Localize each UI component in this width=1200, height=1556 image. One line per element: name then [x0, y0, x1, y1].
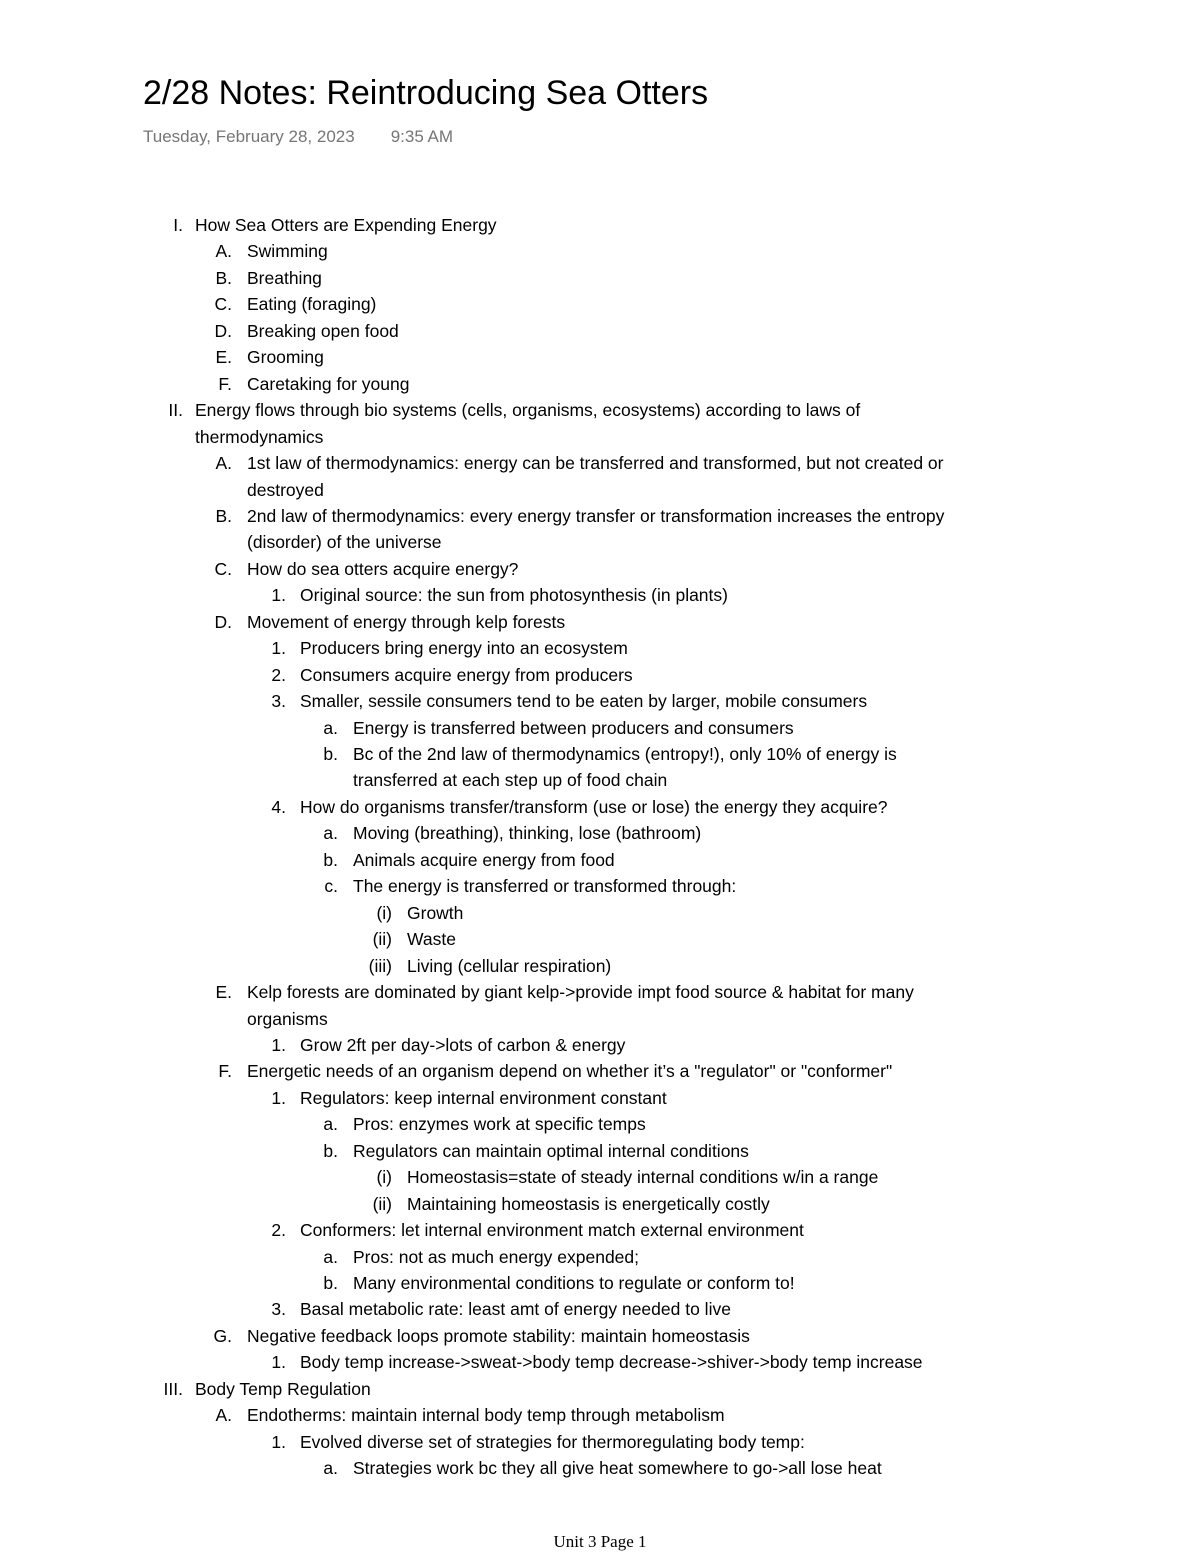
outline-item	[0, 1164, 1200, 1190]
outline-item	[0, 873, 1200, 899]
outline-text: Caretaking for young	[247, 373, 410, 394]
outline-marker: a.	[323, 823, 338, 844]
outline-text: Breaking open food	[247, 320, 399, 341]
outline-marker: a.	[323, 1458, 338, 1479]
outline-item	[0, 291, 1200, 317]
outline-item	[0, 1058, 1200, 1084]
note-date: Tuesday, February 28, 2023	[143, 127, 355, 146]
outline-marker: B.	[215, 267, 232, 288]
outline-marker: E.	[215, 982, 232, 1003]
outline-text: Animals acquire energy from food	[353, 849, 615, 870]
outline-marker: E.	[215, 347, 232, 368]
outline-item	[0, 397, 1200, 423]
outline-text: Evolved diverse set of strategies for thermoregulating body temp:	[300, 1431, 805, 1452]
outline-text: Pros: not as much energy expended;	[353, 1246, 640, 1267]
outline-item	[0, 1455, 1200, 1481]
outline-marker: D.	[214, 611, 232, 632]
outline-text: Regulators can maintain optimal internal conditions	[353, 1140, 749, 1161]
outline-text: Movement of energy through kelp forests	[247, 611, 566, 632]
page-footer: Unit 3 Page 1	[553, 1532, 647, 1551]
outline-marker: B.	[215, 505, 232, 526]
outline-item	[0, 741, 1200, 767]
outline-item	[0, 238, 1200, 264]
outline-text: How Sea Otters are Expending Energy	[195, 215, 497, 235]
outline-marker: 2.	[271, 664, 286, 685]
outline-item	[0, 1217, 1200, 1243]
outline-item	[0, 715, 1200, 741]
outline-marker: (iii)	[368, 955, 392, 976]
outline-text: Energy is transferred between producers and consumers	[353, 717, 794, 738]
outline-item	[0, 529, 1200, 555]
outline-text: Conformers: let internal environment match external environment	[300, 1220, 804, 1241]
outline-item	[0, 1323, 1200, 1349]
outline-marker: (ii)	[372, 929, 392, 950]
outline-text: Strategies work bc they all give heat somewhere to go->all lose heat	[353, 1458, 882, 1479]
outline-text: Negative feedback loops promote stability: maintain homeostasis	[247, 1325, 750, 1346]
outline-marker: (i)	[376, 1167, 392, 1188]
outline-text: Kelp forests are dominated by giant kelp->provide impt food source & habitat for many	[247, 982, 914, 1003]
outline-text: Smaller, sessile consumers tend to be eaten by larger, mobile consumers	[300, 691, 868, 712]
outline-item	[0, 503, 1200, 529]
outline-marker: II.	[168, 400, 183, 421]
outline-item	[0, 1244, 1200, 1270]
outline-text: How do sea otters acquire energy?	[247, 558, 519, 579]
outline-item	[0, 979, 1200, 1005]
outline-item	[0, 1429, 1200, 1455]
outline-text: Grooming	[247, 347, 324, 368]
outline-text: Living (cellular respiration)	[407, 955, 612, 976]
outline-item	[0, 635, 1200, 661]
outline-text: How do organisms transfer/transform (use or lose) the energy they acquire?	[300, 796, 888, 817]
outline-text: Pros: enzymes work at specific temps	[353, 1114, 646, 1135]
outline-item	[0, 953, 1200, 979]
outline-text: Maintaining homeostasis is energetically costly	[407, 1193, 770, 1214]
outline-marker: b.	[323, 744, 338, 764]
outline-item	[0, 1296, 1200, 1322]
outline-item	[0, 344, 1200, 370]
outline-marker: 1.	[271, 1087, 286, 1108]
outline-marker: 3.	[271, 1299, 286, 1320]
outline-text: Producers bring energy into an ecosystem	[300, 638, 628, 659]
outline-text: (disorder) of the universe	[247, 532, 442, 553]
outline-marker: F.	[218, 1061, 232, 1082]
outline-marker: C.	[214, 294, 232, 315]
outline-marker: 4.	[271, 796, 286, 817]
outline-item	[0, 847, 1200, 873]
outline-text: Breathing	[247, 267, 322, 288]
outline-item	[0, 450, 1200, 476]
note-timestamp	[143, 127, 453, 147]
outline-item	[0, 477, 1200, 503]
outline-text: organisms	[247, 1008, 328, 1029]
outline-marker: 1.	[271, 1352, 286, 1373]
outline-item	[0, 1191, 1200, 1217]
outline-marker: a.	[323, 1246, 338, 1267]
outline-item	[0, 212, 1200, 238]
outline-item	[0, 424, 1200, 450]
outline-item	[0, 609, 1200, 635]
outline-text: Waste	[407, 929, 456, 950]
outline-marker: a.	[323, 1114, 338, 1135]
outline-marker: 1.	[271, 1431, 286, 1452]
outline-text: Eating (foraging)	[247, 294, 377, 315]
outline-marker: A.	[215, 1405, 232, 1426]
outline-item	[0, 1402, 1200, 1428]
outline-text: destroyed	[247, 479, 324, 500]
note-time: 9:35 AM	[390, 127, 454, 146]
outline-text: Energetic needs of an organism depend on whether it’s a "regulator" or "conformer"	[247, 1061, 893, 1082]
outline-item	[0, 926, 1200, 952]
outline-text: Moving (breathing), thinking, lose (bathroom)	[353, 823, 702, 844]
outline-marker: 1.	[271, 585, 286, 606]
outline-item	[0, 1111, 1200, 1137]
outline-marker: b.	[323, 1140, 338, 1161]
outline-marker: F.	[218, 373, 232, 394]
outline-item	[0, 820, 1200, 846]
outline-marker: b.	[323, 849, 338, 870]
outline-item	[0, 662, 1200, 688]
outline-text: Regulators: keep internal environment constant	[300, 1087, 667, 1108]
outline-item	[0, 1270, 1200, 1296]
outline-marker: A.	[215, 453, 232, 474]
outline-item	[0, 371, 1200, 397]
outline-text: Endotherms: maintain internal body temp through metabolism	[247, 1405, 725, 1426]
outline-item	[0, 1006, 1200, 1032]
outline-marker: G.	[213, 1325, 232, 1346]
outline-marker: 3.	[271, 691, 286, 712]
outline-text: Basal metabolic rate: least amt of energy needed to live	[300, 1299, 731, 1320]
page-title: 2/28 Notes: Reintroducing Sea Otters	[143, 74, 709, 112]
outline-text: Original source: the sun from photosynthesis (in plants)	[300, 585, 728, 606]
outline-marker: (i)	[376, 902, 392, 923]
outline-marker: C.	[214, 558, 232, 579]
outline-text: Consumers acquire energy from producers	[300, 664, 633, 685]
outline-item	[0, 900, 1200, 926]
outline-text: 1st law of thermodynamics: energy can be transferred and transformed, but not created or	[247, 453, 944, 474]
outline-text: Body temp increase->sweat->body temp decrease->shiver->body temp increase	[300, 1352, 923, 1373]
outline-text: transferred at each step up of food chain	[353, 770, 668, 791]
outline-text: Body Temp Regulation	[195, 1378, 371, 1399]
outline-text: The energy is transferred or transformed through:	[353, 876, 737, 897]
outline-marker: A.	[215, 241, 232, 262]
outline-text: Growth	[407, 902, 464, 923]
outline-marker: b.	[323, 1273, 338, 1293]
outline-text: Swimming	[247, 241, 328, 262]
outline-item	[0, 1138, 1200, 1164]
outline-item	[0, 794, 1200, 820]
outline-item	[0, 1376, 1200, 1402]
outline-marker: c.	[324, 876, 338, 897]
outline-text: Many environmental conditions to regulate or conform to!	[353, 1273, 795, 1293]
outline-item	[0, 688, 1200, 714]
outline-item	[0, 318, 1200, 344]
outline-marker: 1.	[271, 638, 286, 659]
outline-item	[0, 265, 1200, 291]
outline-marker: D.	[214, 320, 232, 341]
outline-item	[0, 582, 1200, 608]
outline-marker: 1.	[271, 1034, 286, 1055]
outline-text: thermodynamics	[195, 426, 324, 447]
outline-marker: I.	[173, 215, 183, 235]
outline-item	[0, 1032, 1200, 1058]
outline-text: Energy flows through bio systems (cells, organisms, ecosystems) according to laws of	[195, 400, 861, 421]
outline-marker: a.	[323, 717, 338, 738]
outline-item	[0, 767, 1200, 793]
outline-text: Bc of the 2nd law of thermodynamics (entropy!), only 10% of energy is	[353, 744, 897, 764]
outline-marker: 2.	[271, 1220, 286, 1241]
outline-marker: III.	[163, 1378, 183, 1399]
outline-item	[0, 556, 1200, 582]
outline-text: Grow 2ft per day->lots of carbon & energy	[300, 1034, 626, 1055]
outline-text: Homeostasis=state of steady internal conditions w/in a range	[407, 1167, 879, 1188]
outline-text: 2nd law of thermodynamics: every energy transfer or transformation increases the entropy	[247, 505, 945, 526]
outline-item	[0, 1349, 1200, 1375]
outline-marker: (ii)	[372, 1193, 392, 1214]
outline-item	[0, 1085, 1200, 1111]
